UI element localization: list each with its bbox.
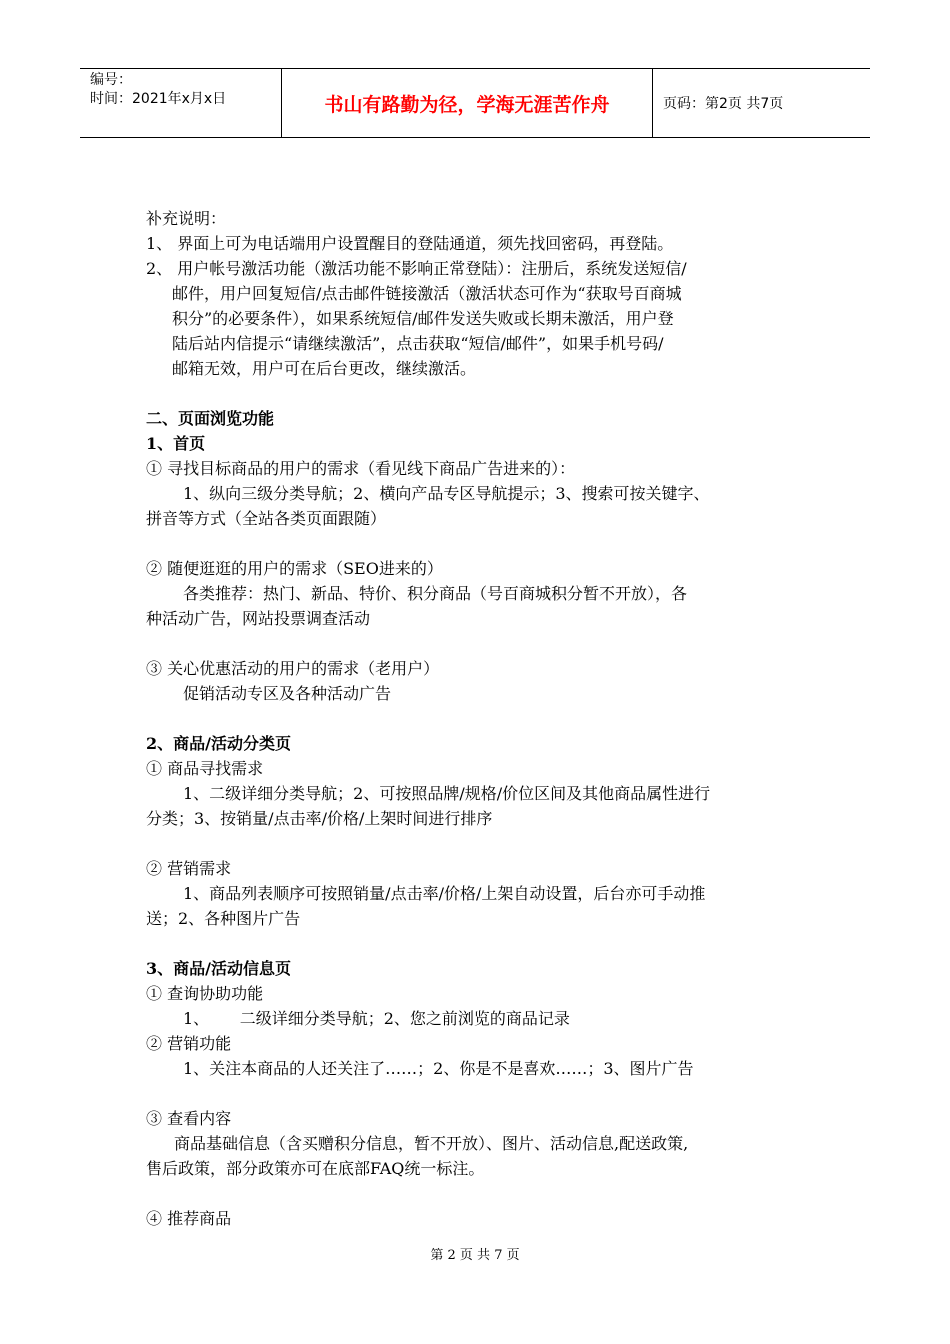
subsection-heading: 3、商品/活动信息页	[146, 959, 291, 978]
supplement-title: 补充说明：	[146, 209, 227, 228]
item-text: 商品基础信息（含买赠积分信息，暂不开放）、图片、活动信息,配送政策,	[174, 1134, 689, 1153]
document-body	[146, 206, 812, 1231]
header-date: 时间：2021年x月x日	[90, 91, 227, 107]
page-header	[80, 68, 870, 138]
item-text: 送；2、各种图片广告	[146, 909, 301, 928]
section-heading: 二、页面浏览功能	[146, 409, 275, 428]
item-text: 促销活动专区及各种活动广告	[183, 684, 392, 703]
item-text: 拼音等方式（全站各类页面跟随）	[146, 509, 387, 528]
item-text: 1、 二级详细分类导航；2、您之前浏览的商品记录	[183, 1009, 570, 1028]
subsection-heading: 2、商品/活动分类页	[146, 734, 291, 753]
item-text: 分类；3、按销量/点击率/价格/上架时间进行排序	[146, 809, 493, 828]
item-text: 种活动广告，网站投票调查活动	[146, 609, 371, 628]
item-heading: ② 营销功能	[146, 1034, 232, 1053]
item-heading: ② 随便逛逛的用户的需求（SEO进来的）	[146, 559, 443, 578]
header-meta	[80, 69, 282, 137]
item-heading: ② 营销需求	[146, 859, 232, 878]
subsection-heading: 1、首页	[146, 434, 206, 453]
item-heading: ① 寻找目标商品的用户的需求（看见线下商品广告进来的）：	[146, 459, 576, 478]
header-motto: 书山有路勤为径，学海无涯苦作舟	[282, 69, 653, 137]
item-text: 1、商品列表顺序可按照销量/点击率/价格/上架自动设置，后台亦可手动推	[183, 884, 706, 903]
supplement-item-2-line: 积分”的必要条件），如果系统短信/邮件发送失败或长期未激活，用户登	[172, 309, 674, 328]
supplement-item-2: 2、 用户帐号激活功能（激活功能不影响正常登陆）：注册后，系统发送短信/	[146, 259, 687, 278]
item-heading: ① 查询协助功能	[146, 984, 264, 1003]
supplement-item-2-line: 陆后站内信提示“请继续激活”，点击获取“短信/邮件”，如果手机号码/	[172, 334, 664, 353]
item-text: 1、关注本商品的人还关注了……；2、你是不是喜欢……；3、图片广告	[183, 1059, 694, 1078]
item-text: 各类推荐：热门、新品、特价、积分商品（号百商城积分暂不开放），各	[183, 584, 688, 603]
supplement-item-1: 1、 界面上可为电话端用户设置醒目的登陆通道，须先找回密码，再登陆。	[146, 234, 674, 253]
header-page-code: 页码：第2页 共7页	[663, 96, 784, 112]
page-footer: 第 2 页 共 7 页	[430, 1248, 520, 1263]
item-heading: ① 商品寻找需求	[146, 759, 264, 778]
item-text: 1、二级详细分类导航；2、可按照品牌/规格/价位区间及其他商品属性进行	[183, 784, 711, 803]
item-heading: ③ 关心优惠活动的用户的需求（老用户）	[146, 659, 440, 678]
item-text: 售后政策，部分政策亦可在底部FAQ统一标注。	[146, 1159, 485, 1178]
supplement-item-2-line: 邮件，用户回复短信/点击邮件链接激活（激活状态可作为“获取号百商城	[172, 284, 682, 303]
item-text: 1、纵向三级分类导航；2、横向产品专区导航提示；3、搜索可按关键字、	[183, 484, 710, 503]
item-heading: ④ 推荐商品	[146, 1209, 232, 1228]
header-number: 编号：	[90, 72, 132, 88]
item-heading: ③ 查看内容	[146, 1109, 232, 1128]
supplement-item-2-line: 邮箱无效，用户可在后台更改，继续激活。	[172, 359, 477, 378]
